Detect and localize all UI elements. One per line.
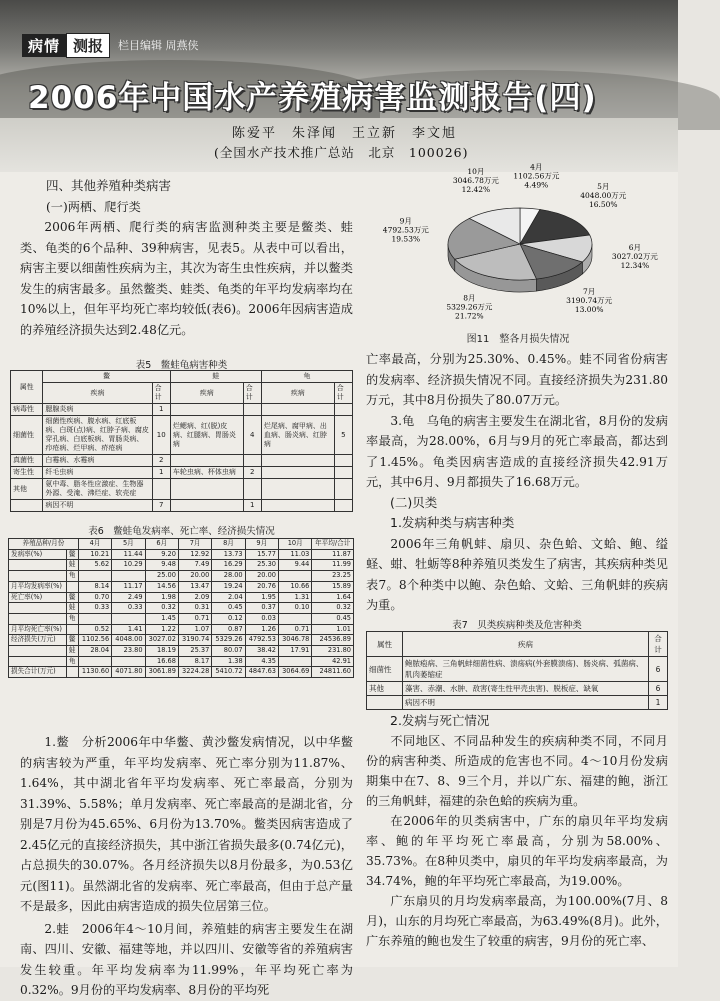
table-cell: 11.44 bbox=[112, 549, 145, 560]
table-row bbox=[9, 571, 354, 582]
table-row bbox=[9, 656, 354, 667]
table-cell: 3046.78 bbox=[279, 635, 312, 646]
table-header: 年平均/合计 bbox=[312, 539, 354, 550]
table-cell: 1 bbox=[152, 404, 170, 416]
table-cell: 4.35 bbox=[245, 656, 278, 667]
table-cell: 7 bbox=[152, 500, 170, 512]
table-cell: 细菌性 bbox=[367, 657, 403, 682]
table6 bbox=[8, 538, 354, 678]
table7 bbox=[366, 631, 668, 710]
table-cell: 月平均死亡率(%) bbox=[9, 624, 67, 635]
table-cell: 80.07 bbox=[212, 646, 245, 657]
pie-label: 7月 3190.74万元 13.00% bbox=[566, 286, 613, 314]
table-header: 合计 bbox=[152, 383, 170, 404]
table-cell: 1.41 bbox=[112, 624, 145, 635]
table-cell bbox=[279, 613, 312, 624]
table-cell bbox=[9, 613, 67, 624]
table-cell bbox=[9, 571, 67, 582]
table-cell: 0.70 bbox=[78, 592, 111, 603]
paragraph: 不同地区、不同品种发生的疾病种类不同，不同月份的病害种类、所造成的危害也不同。4～10月份发病期集中在7、8、9三个月，并以广东、福建的鲍，浙江的三角帆蚌，福建的杂色蛤的疾病为重。 bbox=[366, 734, 668, 808]
table-cell: 24536.89 bbox=[312, 635, 354, 646]
table-cell: 0.03 bbox=[245, 613, 278, 624]
table-cell bbox=[170, 404, 243, 416]
table7-header-row bbox=[367, 632, 668, 657]
table-cell bbox=[112, 571, 145, 582]
table-cell bbox=[66, 581, 78, 592]
paragraph: 2006年两栖、爬行类的病害监测种类主要是鳖类、蛙类、龟类的6个品种、39种病害，见表5。从表中可以看出，病害主要以细菌性疾病为主，其次为寄生虫性疾病，并以鳖类发生的病害最多。虽然鳖类、蛙类、龟类的年平均发病率均在10%以上，但年平均死亡率均较低(表6)。2006年因病害造成的养殖经济损失达到2.48亿元。 bbox=[20, 220, 353, 337]
table-cell: 0.45 bbox=[312, 613, 354, 624]
table-cell: 5 bbox=[334, 416, 352, 455]
table-cell: 13.47 bbox=[178, 581, 211, 592]
table-row bbox=[9, 635, 354, 646]
table-row bbox=[9, 624, 354, 635]
table-cell: 1.07 bbox=[178, 624, 211, 635]
paragraph: 广东扇贝的月均发病率最高，为100.00%(7月、8月)，山东的月均死亡率最高，为63.49%(8月)。此外，广东养殖的鲍也发生了较重的病害，9月份的死亡率、 bbox=[366, 894, 668, 948]
table-cell: 3061.89 bbox=[145, 667, 178, 678]
table-cell: 1.95 bbox=[245, 592, 278, 603]
table-cell: 8.17 bbox=[178, 656, 211, 667]
table-cell: 1 bbox=[152, 467, 170, 479]
table-cell: 12.92 bbox=[178, 549, 211, 560]
table-cell bbox=[152, 479, 170, 500]
table-header: 养殖品种/月份 bbox=[9, 539, 79, 550]
table-cell: 231.80 bbox=[312, 646, 354, 657]
table-cell bbox=[9, 603, 67, 614]
pie-label: 9月 4792.53万元 19.53% bbox=[382, 216, 429, 244]
column-tag-a: 病情 bbox=[22, 34, 66, 57]
table-cell: 损失合计(万元) bbox=[9, 667, 67, 678]
table-cell: 0.10 bbox=[279, 603, 312, 614]
table-cell: 0.12 bbox=[212, 613, 245, 624]
table-cell: 龟 bbox=[66, 613, 78, 624]
article-title: 2006年中国水产养殖病害监测报告(四) bbox=[28, 80, 597, 116]
table-cell: 2.49 bbox=[112, 592, 145, 603]
table-cell: 10.29 bbox=[112, 560, 145, 571]
table-cell bbox=[367, 696, 403, 710]
left-column-lower bbox=[20, 732, 353, 1001]
table-cell: 烂鳃病、红(脱)皮病、红腿病、胃肠炎病 bbox=[170, 416, 243, 455]
table-cell: 25.37 bbox=[178, 646, 211, 657]
table-cell bbox=[66, 667, 78, 678]
table-header: 9月 bbox=[245, 539, 278, 550]
table-header: 6月 bbox=[145, 539, 178, 550]
table-cell bbox=[334, 479, 352, 500]
table-cell: 3064.69 bbox=[279, 667, 312, 678]
table-cell: 藻害、赤潮、水肿、敌害(寄生性甲壳虫害)、脱板症、缺氧 bbox=[403, 682, 649, 696]
table-cell bbox=[279, 571, 312, 582]
table-cell: 13.73 bbox=[212, 549, 245, 560]
table-header: 4月 bbox=[78, 539, 111, 550]
table-row bbox=[11, 416, 353, 455]
table-row bbox=[9, 613, 354, 624]
paragraph: 3.龟 乌龟的病害主要发生在湖北省，8月份的发病率最高，为28.00%，6月与9月的死亡率最高，都达到了1.45%。龟类因病害造成的直接经济损失42.91万元，其中6月、9月都损失了16.68万元。 bbox=[366, 413, 668, 489]
table-cell bbox=[261, 467, 334, 479]
table-cell: 寄生性 bbox=[11, 467, 43, 479]
table-header: 疾病 bbox=[43, 383, 152, 404]
table6-caption: 表6 鳖蛙龟发病率、死亡率、经济损失情况 bbox=[88, 526, 275, 537]
table-cell: 月平均发病率(%) bbox=[9, 581, 67, 592]
table-header: 8月 bbox=[212, 539, 245, 550]
table-cell: 23.80 bbox=[112, 646, 145, 657]
table5-caption: 表5 鳖蛙龟病害种类 bbox=[135, 360, 228, 371]
table-cell: 蛙 bbox=[66, 560, 78, 571]
table-cell: 16.29 bbox=[212, 560, 245, 571]
table-cell: 9.44 bbox=[279, 560, 312, 571]
table-cell: 病毒性 bbox=[11, 404, 43, 416]
table-row bbox=[367, 657, 668, 682]
table-cell: 25.00 bbox=[145, 571, 178, 582]
table-cell: 4792.53 bbox=[245, 635, 278, 646]
table-header: 10月 bbox=[279, 539, 312, 550]
authors: 陈爱平 朱泽闻 王立新 李文旭 bbox=[232, 126, 458, 141]
paragraph: 亡率最高，分别为25.30%、0.45%。蛙不同省份病害的发病率、经济损失情况不同。直接经济损失为231.80万元，其中8月份损失了80.07万元。 bbox=[366, 352, 668, 407]
table-cell: 42.91 bbox=[312, 656, 354, 667]
table-cell: 15.77 bbox=[245, 549, 278, 560]
table-cell: 3224.28 bbox=[178, 667, 211, 678]
table-cell: 5410.72 bbox=[212, 667, 245, 678]
table-cell: 0.87 bbox=[212, 624, 245, 635]
table-cell: 10 bbox=[152, 416, 170, 455]
table-cell: 20.76 bbox=[245, 581, 278, 592]
table-cell bbox=[170, 500, 243, 512]
table-cell: 白霉病、水霉病 bbox=[43, 455, 152, 467]
subheading: 1.发病种类与病害种类 bbox=[390, 515, 515, 530]
table-cell bbox=[261, 479, 334, 500]
pie-chart bbox=[368, 162, 668, 332]
column-editor: 栏目编辑 周燕侠 bbox=[118, 39, 199, 52]
table-cell: 1102.56 bbox=[78, 635, 111, 646]
table-cell: 氨中毒、脂冬性应激症、生物器外源、受淹、沸烂症、软壳症 bbox=[43, 479, 152, 500]
table-header: 合计 bbox=[243, 383, 261, 404]
table-cell: 0.71 bbox=[178, 613, 211, 624]
table-cell bbox=[261, 500, 334, 512]
table-cell bbox=[112, 613, 145, 624]
table-cell: 腮腺炎病 bbox=[43, 404, 152, 416]
table-row bbox=[9, 560, 354, 571]
table-cell: 4048.00 bbox=[112, 635, 145, 646]
table-cell: 龟 bbox=[66, 656, 78, 667]
table-cell bbox=[9, 560, 67, 571]
paragraph: 2.蛙 2006年4～10月间，养殖蛙的病害主要发生在湖南、四川、安徽、福建等地，并以四川、安徽等省的养殖病害发生较重。年平均发病率为11.99%，年平均死亡率为0.32%。9月份的平均发病率、8月份的平均死 bbox=[20, 921, 353, 997]
table-cell bbox=[170, 455, 243, 467]
table-cell: 1.22 bbox=[145, 624, 178, 635]
table-cell: 鳖 bbox=[66, 592, 78, 603]
pie-label: 4月 1102.56万元 4.49% bbox=[513, 162, 560, 190]
table-cell: 10.21 bbox=[78, 549, 111, 560]
table-cell: 鳖 bbox=[66, 635, 78, 646]
table-row bbox=[367, 696, 668, 710]
table-cell: 1.45 bbox=[145, 613, 178, 624]
table-cell bbox=[334, 500, 352, 512]
table-cell: 9.48 bbox=[145, 560, 178, 571]
table-cell: 1.31 bbox=[279, 592, 312, 603]
table-cell bbox=[78, 656, 111, 667]
table6-header-row bbox=[9, 539, 354, 550]
table-cell: 2 bbox=[243, 467, 261, 479]
table-row bbox=[11, 479, 353, 500]
table-cell: 0.33 bbox=[78, 603, 111, 614]
table6-body bbox=[9, 549, 354, 677]
column-tag-b: 测报 bbox=[66, 33, 110, 58]
table-cell bbox=[334, 455, 352, 467]
pie-label: 8月 5329.26万元 21.72% bbox=[446, 293, 493, 321]
pie-svg bbox=[368, 162, 668, 332]
table-cell: 11.03 bbox=[279, 549, 312, 560]
right-column-lower bbox=[366, 711, 668, 951]
column-tag bbox=[22, 34, 199, 56]
table-row bbox=[9, 603, 354, 614]
table-cell bbox=[334, 404, 352, 416]
table-cell: 10.66 bbox=[279, 581, 312, 592]
table-cell: 11.99 bbox=[312, 560, 354, 571]
table-header: 7月 bbox=[178, 539, 211, 550]
table-cell bbox=[243, 404, 261, 416]
table-cell: 1.01 bbox=[312, 624, 354, 635]
table-cell bbox=[243, 479, 261, 500]
table-row bbox=[11, 467, 353, 479]
table-cell: 11.17 bbox=[112, 581, 145, 592]
paragraph: 1.鳖 分析2006年中华鳖、黄沙鳖发病情况，以中华鳖的病害较为严重，年平均发病率、死亡率分别为11.87%、1.64%，其中湖北省年平均发病率、死亡率最高，分别为31.39%、5.58%；单月发病率、死亡率最高的是湖北省，分别是7月份为45.65%、6月份为13.70%。鳖类因病害造成了2.45亿元的直接经济损失，其中浙江省损失最多(0.74亿元)，占总损失的30.07%。各月经济损失以8月份最多，为0.53亿元(图11)。虽然湖北省的发病率、死亡率最高，但由于总产量不是最多，因此由病害造成的损失位居第三位。 bbox=[20, 735, 353, 913]
table-cell: 19.24 bbox=[212, 581, 245, 592]
table-cell bbox=[261, 455, 334, 467]
table-cell: 6 bbox=[649, 657, 668, 682]
table-header: 属性 bbox=[11, 371, 43, 404]
table-header: 属性 bbox=[367, 632, 403, 657]
table-row bbox=[11, 404, 353, 416]
table-header: 疾病 bbox=[261, 383, 334, 404]
table-cell bbox=[11, 500, 43, 512]
table-cell: 3190.74 bbox=[178, 635, 211, 646]
chart-title: 图11 整各月损失情况 bbox=[466, 334, 570, 345]
table-cell bbox=[78, 613, 111, 624]
table-cell: 15.89 bbox=[312, 581, 354, 592]
table-cell: 0.37 bbox=[245, 603, 278, 614]
table-cell: 蛙 bbox=[66, 646, 78, 657]
table-cell: 4 bbox=[243, 416, 261, 455]
left-column bbox=[20, 176, 353, 340]
table-cell: 1.98 bbox=[145, 592, 178, 603]
table-cell: 14.56 bbox=[145, 581, 178, 592]
table-cell: 真菌性 bbox=[11, 455, 43, 467]
table-row bbox=[11, 455, 353, 467]
table-cell: 2 bbox=[152, 455, 170, 467]
table-cell: 28.00 bbox=[212, 571, 245, 582]
table-cell: 车轮虫病、杯体虫病 bbox=[170, 467, 243, 479]
table-cell: 蛙 bbox=[66, 603, 78, 614]
table-cell: 1.64 bbox=[312, 592, 354, 603]
right-column bbox=[366, 349, 668, 616]
table-cell: 16.68 bbox=[145, 656, 178, 667]
table5-body bbox=[11, 404, 353, 512]
table-cell: 1 bbox=[649, 696, 668, 710]
table-cell: 0.31 bbox=[178, 603, 211, 614]
table-cell: 0.32 bbox=[145, 603, 178, 614]
table-cell: 其他 bbox=[11, 479, 43, 500]
subsection-heading: (二)贝类 bbox=[390, 494, 438, 510]
table-cell: 3027.02 bbox=[145, 635, 178, 646]
table-cell: 4071.80 bbox=[112, 667, 145, 678]
table-cell bbox=[66, 624, 78, 635]
pie-label: 5月 4048.00万元 16.50% bbox=[580, 182, 627, 210]
table-cell bbox=[261, 404, 334, 416]
table-cell: 0.71 bbox=[279, 624, 312, 635]
table-cell: 鳖 bbox=[66, 549, 78, 560]
table-cell: 细菌性疾病、腹水病、红底板病、白斑(点)病、红脖子病、腐皮穿孔病、白底板病、胃肠炎病、疖疮病、烂甲病、疥疮病 bbox=[43, 416, 152, 455]
table-cell: 17.91 bbox=[279, 646, 312, 657]
table-row bbox=[9, 646, 354, 657]
table-cell: 0.33 bbox=[112, 603, 145, 614]
table-cell: 24811.60 bbox=[312, 667, 354, 678]
table-header: 龟 bbox=[261, 371, 352, 383]
table-cell: 1130.60 bbox=[78, 667, 111, 678]
table-header: 合计 bbox=[649, 632, 668, 657]
table-cell: 23.25 bbox=[312, 571, 354, 582]
table-row bbox=[9, 592, 354, 603]
table-cell: 5329.26 bbox=[212, 635, 245, 646]
table-cell: 4847.63 bbox=[245, 667, 278, 678]
table-cell: 纤毛虫病 bbox=[43, 467, 152, 479]
section-heading: 四、其他养殖种类病害 bbox=[46, 178, 172, 193]
table-cell bbox=[112, 656, 145, 667]
table-cell: 鲍脓疱病、三角帆蚌细菌性病、溃疡病(外套膜溃疡)、肠炎病、弧菌病、肌肉萎缩症 bbox=[403, 657, 649, 682]
pie-label: 6月 3027.02万元 12.34% bbox=[611, 242, 658, 270]
table-cell: 0.45 bbox=[212, 603, 245, 614]
table-cell: 0.32 bbox=[312, 603, 354, 614]
subsection-heading: (一)两栖、爬行类 bbox=[46, 199, 141, 214]
table7-caption: 表7 贝类疾病种类及危害种类 bbox=[452, 620, 582, 631]
table-header: 疾病 bbox=[170, 383, 243, 404]
table-cell: 20.00 bbox=[245, 571, 278, 582]
table-header: 疾病 bbox=[403, 632, 649, 657]
table-cell bbox=[334, 467, 352, 479]
table-cell bbox=[9, 656, 67, 667]
table-header: 5月 bbox=[112, 539, 145, 550]
table-cell: 0.52 bbox=[78, 624, 111, 635]
table-cell: 25.30 bbox=[245, 560, 278, 571]
table-row bbox=[367, 682, 668, 696]
paragraph: 2006年三角帆蚌、扇贝、杂色蛤、文蛤、鲍、缢蛏、蚶、牡蛎等8种养殖贝类发生了病害，其疾病种类见表7。8个种类中以鲍、杂色蛤、文蛤、三角帆蚌的疾病为重。 bbox=[366, 536, 668, 612]
table7-body bbox=[367, 657, 668, 710]
table-cell: 其他 bbox=[367, 682, 403, 696]
table-row bbox=[9, 667, 354, 678]
table-cell: 20.00 bbox=[178, 571, 211, 582]
table-cell: 1.38 bbox=[212, 656, 245, 667]
table-cell: 7.49 bbox=[178, 560, 211, 571]
table-cell: 1 bbox=[243, 500, 261, 512]
table-cell: 细菌性 bbox=[11, 416, 43, 455]
subheading: 2.发病与死亡情况 bbox=[390, 713, 490, 728]
table-cell: 28.04 bbox=[78, 646, 111, 657]
paragraph: 在2006年的贝类病害中，广东的扇贝年平均发病率、鲍的年平均死亡率最高，分别为58.00%、35.73%。在8种贝类中，扇贝的年平均发病率最高，为34.74%，鲍的年平均死亡率最高，为19.00%。 bbox=[366, 814, 668, 888]
table-cell bbox=[170, 479, 243, 500]
table-cell: 8.14 bbox=[78, 581, 111, 592]
table-row bbox=[9, 549, 354, 560]
table-cell: 2.04 bbox=[212, 592, 245, 603]
table-header: 鳖 bbox=[43, 371, 170, 383]
table-cell bbox=[78, 571, 111, 582]
table-cell bbox=[279, 656, 312, 667]
table-cell: 6 bbox=[649, 682, 668, 696]
table-cell: 9.20 bbox=[145, 549, 178, 560]
affiliation: (全国水产技术推广总站 北京 100026) bbox=[214, 145, 469, 160]
table-cell: 发病率(%) bbox=[9, 549, 67, 560]
table5 bbox=[10, 370, 353, 512]
table-cell: 死亡率(%) bbox=[9, 592, 67, 603]
table-cell bbox=[243, 455, 261, 467]
pie-label: 10月 3046.78万元 12.42% bbox=[452, 166, 499, 194]
table-cell: 11.87 bbox=[312, 549, 354, 560]
table-cell: 病因不明 bbox=[43, 500, 152, 512]
table-header: 蛙 bbox=[170, 371, 261, 383]
table-cell bbox=[9, 646, 67, 657]
table-row bbox=[11, 500, 353, 512]
table-header: 合计 bbox=[334, 383, 352, 404]
table-cell: 龟 bbox=[66, 571, 78, 582]
table-row bbox=[9, 581, 354, 592]
table-cell: 5.62 bbox=[78, 560, 111, 571]
table-cell: 38.42 bbox=[245, 646, 278, 657]
table-cell: 1.26 bbox=[245, 624, 278, 635]
table-cell: 病因不明 bbox=[403, 696, 649, 710]
table-cell: 烂尾病、腐甲病、出血病、肠炎病、红脖病 bbox=[261, 416, 334, 455]
table-cell: 2.09 bbox=[178, 592, 211, 603]
table-cell: 18.19 bbox=[145, 646, 178, 657]
table-cell: 经济损失(万元) bbox=[9, 635, 67, 646]
